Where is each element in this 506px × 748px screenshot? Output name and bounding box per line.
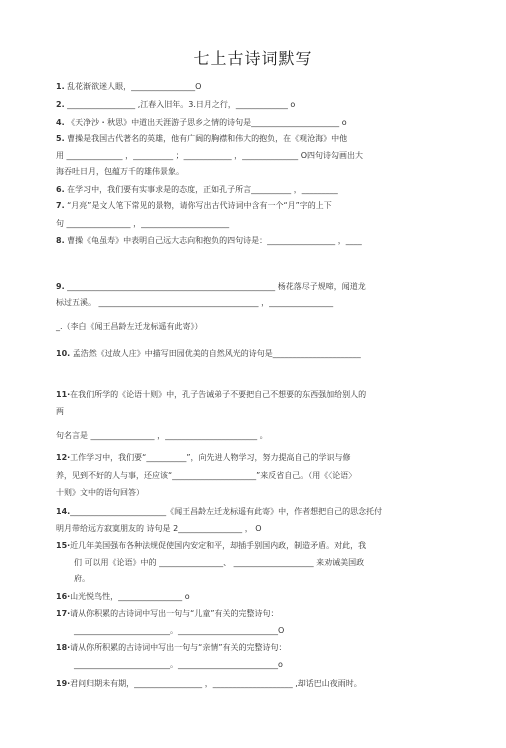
question-number: 1. xyxy=(56,82,65,91)
question-17 xyxy=(56,609,278,619)
question-text: 句 ________________ ，______________________ xyxy=(56,219,230,228)
question-text: 两 xyxy=(56,407,64,416)
question-number: 12· xyxy=(56,453,71,462)
question-number: 2. xyxy=(56,100,65,109)
question-text: 请从你所积累的古诗词中写出一句与“亲情”有关的完整诗句： xyxy=(70,643,287,652)
question-7 xyxy=(56,201,332,211)
question-11-line-3 xyxy=(56,431,268,441)
question-text: _________________ ,江春入旧年。3.日月之行，_____________ o xyxy=(67,100,296,109)
question-text: 十则》文中的语句回答） xyxy=(56,488,144,497)
question-16 xyxy=(56,592,190,602)
question-text: 君问归期未有期，_________________ ，____________________ ,却话巴山夜雨时。 xyxy=(70,679,362,688)
question-text: 山光悦鸟性，________________ o xyxy=(70,592,190,601)
question-14 xyxy=(56,507,382,517)
question-text: 明月带给远方寂寞朋友的 诗句是 2________________ ， O xyxy=(56,524,262,533)
question-15-line-3 xyxy=(74,574,90,584)
question-4 xyxy=(56,118,347,128)
question-number: 11· xyxy=(56,390,71,399)
question-9-line-3 xyxy=(56,322,203,332)
question-17-line-2 xyxy=(74,626,284,636)
question-6 xyxy=(56,185,338,195)
question-number: 15· xyxy=(56,541,71,550)
question-text: ____________________________________________________ 杨花落尽子规啼，闻道龙 xyxy=(67,282,366,291)
question-number: 6. xyxy=(56,185,65,194)
question-number: 17· xyxy=(56,609,71,618)
question-text: 乱花渐欲迷人眼，________________O xyxy=(67,82,202,91)
question-number: 7. xyxy=(56,201,65,210)
question-text: 《天净沙・秋思》中道出天涯游子思乡之情的诗句是______________________ o xyxy=(67,118,347,127)
question-text: 曹操是我国古代著名的英雄，他有广阔的胸襟和伟大的抱负，在《观沧海》中他 xyxy=(67,134,348,143)
question-text: 句名言是 ________________ ，_______________________ 。 xyxy=(56,431,268,440)
question-text: _.（李白《闻王昌龄左迁龙标遥有此寄》） xyxy=(56,322,203,331)
question-text: 在学习中，我们要有实事求是的态度，正如孔子所言__________ ，_________ xyxy=(67,185,338,194)
question-8 xyxy=(56,236,362,246)
question-number: 14. xyxy=(56,507,71,516)
question-number: 19· xyxy=(56,679,71,688)
question-text: 标过五溪。 ________________________________________ ，________________ xyxy=(56,298,334,307)
question-text: 工作学习中，我们要“__________”，向先进人物学习，努力提高自己的学识与修 xyxy=(70,453,351,462)
question-5-line-2 xyxy=(56,151,363,161)
question-9 xyxy=(56,282,366,292)
question-text: 用 ______________ ，__________ ；____________ ，______________ O四句诗勾画出大 xyxy=(56,151,364,160)
question-number: 8. xyxy=(56,236,65,245)
question-text: 曹操《龟虽寿》中表明自己远大志向和抱负的四句诗是：_________________ ，____ xyxy=(67,236,362,245)
question-number: 9. xyxy=(56,282,65,291)
question-text: 府。 xyxy=(74,574,90,583)
question-9-line-2 xyxy=(56,298,333,308)
question-15-line-2 xyxy=(74,558,364,568)
question-5 xyxy=(56,134,347,144)
question-1 xyxy=(56,82,201,92)
question-number: 18· xyxy=(56,643,71,652)
question-11-line-2 xyxy=(56,407,64,417)
question-text: 请从你积累的古诗词中写出一句与“儿童”有关的完整诗句： xyxy=(70,609,279,618)
question-text: 近几年美国强布各种法规促使国内安定和平，却插手别国内政，制造矛盾。对此，我 xyxy=(70,541,367,550)
question-text: “月亮”是文人笔下常见的景物，请你写出古代诗词中含有一个“月”字的上下 xyxy=(67,201,332,210)
question-18 xyxy=(56,643,286,653)
question-text: ________________________。_________________________O xyxy=(74,626,285,635)
question-12-line-2 xyxy=(56,471,356,481)
question-text: 在我们所学的《论语十则》中，孔子告诫弟子不要把自己不想要的东西强加给别人的 xyxy=(70,390,367,399)
question-text: 孟浩然《过故人庄》中描写田园优美的自然风光的诗句是______________________ xyxy=(72,349,361,358)
question-text: ________________________《闻王昌龄左迁龙标遥有此寄》中，作者想把自己的思念托付 xyxy=(70,507,383,516)
question-12 xyxy=(56,453,350,463)
question-text: 海吞吐日月，包蕴万千的雄伟景象。 xyxy=(56,167,184,176)
question-text: 们 可以用《论语》中的 ________________、 ____________________ 来劝诫美国政 xyxy=(74,558,365,567)
question-7-line-2 xyxy=(56,219,229,229)
question-number: 5. xyxy=(56,134,65,143)
question-2 xyxy=(56,100,295,110)
question-19 xyxy=(56,679,362,689)
question-text: 养，见到不好的人与事，还应该“_____________________”来反省自己。（用《〈论语〉 xyxy=(56,471,357,480)
question-15 xyxy=(56,541,366,551)
page-title: 七上古诗词默写 xyxy=(193,49,313,68)
question-11 xyxy=(56,390,366,400)
question-18-line-2 xyxy=(74,660,283,670)
question-number: 16· xyxy=(56,592,71,601)
question-14-line-2 xyxy=(56,524,262,534)
question-text: ________________________。_________________________o xyxy=(74,660,283,669)
question-12-line-3 xyxy=(56,488,144,498)
question-10 xyxy=(56,349,361,359)
question-number: 4. xyxy=(56,118,65,127)
question-number: 10. xyxy=(56,349,71,358)
question-5-line-3 xyxy=(56,167,184,177)
